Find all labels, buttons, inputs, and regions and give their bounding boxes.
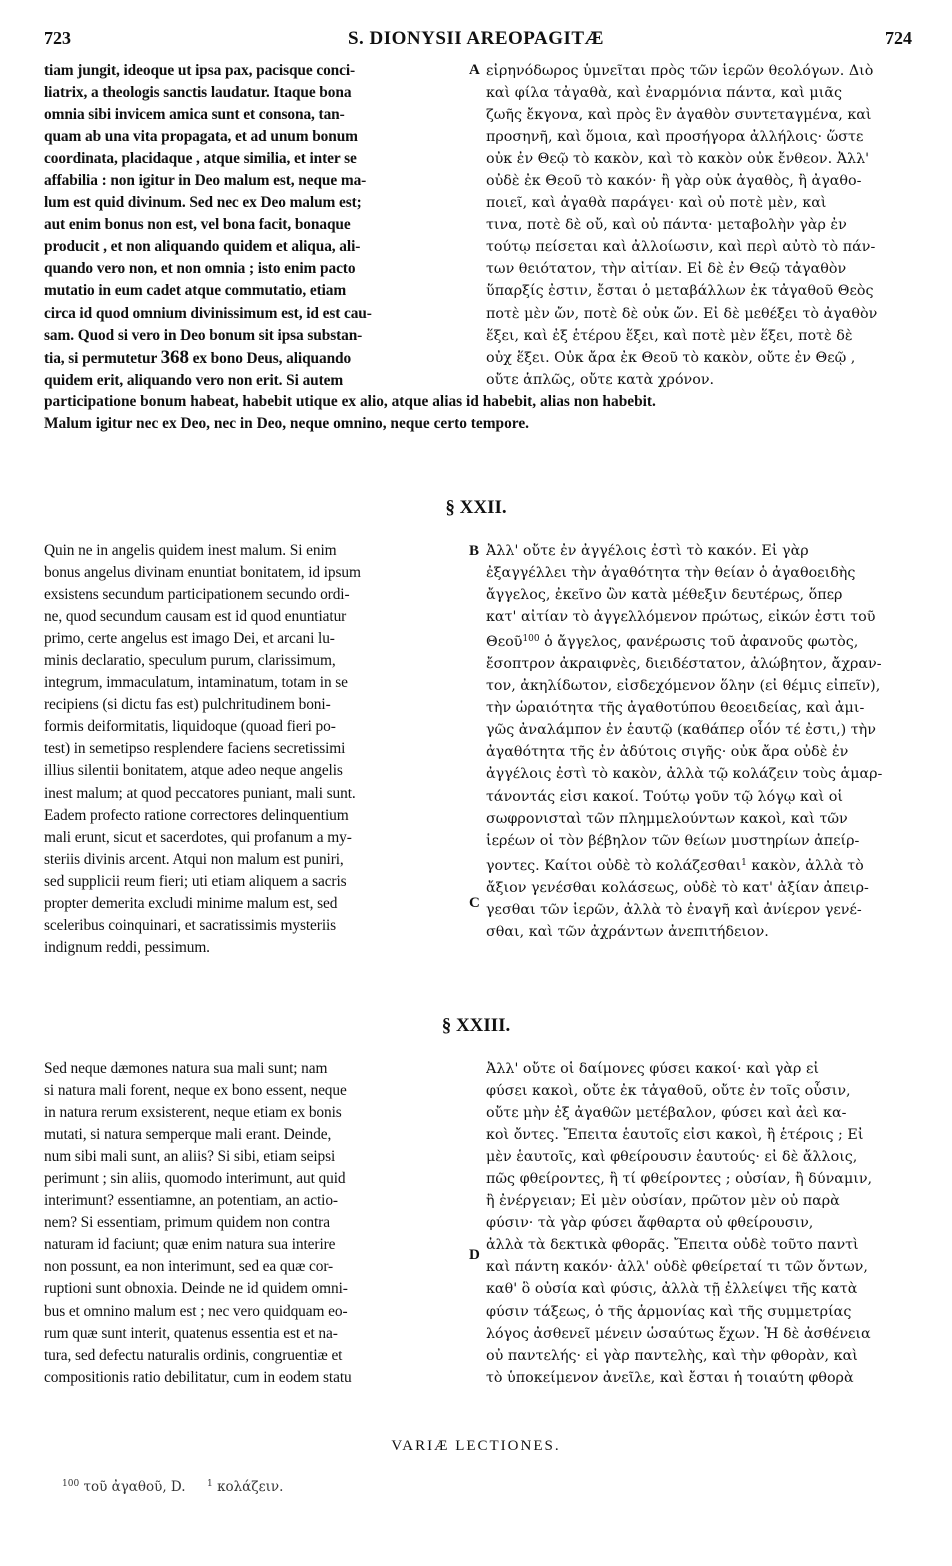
text-line: ὕπαρξίς ἐστιν, ἔσται ὁ μεταβάλλων ἐκ τἀγαθοῦ Θεὸς (486, 283, 874, 300)
footnote-reference: 1 (741, 857, 747, 868)
text-line: rum quæ sunt interit, quatenus essentia est et na- (44, 1324, 338, 1342)
text-line: interimunt? essentiamne, an potentiam, an actio- (44, 1192, 338, 1210)
text-line: ne, quod secundum causam est id quod enuntiatur (44, 608, 347, 626)
text-line: τούτῳ πείσεται καὶ ἀλλοίωσιν, καὶ περὶ αὐτὸ τὸ πάν- (486, 239, 876, 256)
text-line: indignum reddi, pessimum. (44, 938, 210, 956)
text-line: circa id quod omnium divinissimum est, id est cau- (44, 304, 372, 322)
text-line: propter demerita excludi minime malum est, sed (44, 894, 338, 912)
section-heading-xxiii: § XXIII. (441, 1015, 511, 1036)
text-line: illius silentii bonitatem, atque adeo neque angelis (44, 762, 343, 780)
text-line: inest malum; at quod peccatores puniant, mali sunt. (44, 784, 356, 802)
text-line: των θειότατον, τὴν αἰτίαν. Εἰ δὲ ἐν Θεῷ τἀγαθὸν (486, 261, 847, 278)
section-heading-xxii: § XXII. (445, 497, 507, 518)
text-line: μὲν ἑαυτοῖς, καὶ φθείρουσιν ἑαυτούς· εἰ δὲ ἄλλοις, (486, 1149, 858, 1166)
page-header (0, 28, 952, 52)
column-number: 368 (160, 346, 189, 368)
section1-greek-column (486, 60, 916, 391)
text-line: ἀγγέλοις ἐστὶ τὸ κακὸν, ἀλλὰ τῷ κολάζειν τοὺς ἁμαρ- (486, 766, 883, 783)
text-line: ἔσοπτρον ἀκραιφνὲς, διειδέστατον, ἀλώβητον, ἄχραν- (486, 656, 882, 673)
text-line: ζωῆς ἔκγονα, καὶ πρὸς ἓν ἀγαθὸν συντεταγμένα, καὶ (486, 107, 872, 124)
text-line: quam ab una vita propagata, et ad unum bonum (44, 128, 358, 146)
text-line: aut enim bonus non est, vel bona facit, bonaque (44, 216, 351, 234)
text-line: quando vero non, et non omnia ; isto enim pacto (44, 260, 356, 278)
text-line (486, 628, 916, 653)
text-line: sam. Quod si vero in Deo bonum sit ipsa substan- (44, 326, 363, 344)
text-line: primo, certe angelus est imago Dei, et arcani lu- (44, 630, 335, 648)
text-line (486, 852, 916, 877)
page-number-right: 724 (885, 28, 912, 48)
text-line: κατ' αἰτίαν τὸ ἀγγελλόμενον πρώτως, εἰκών ἐστι τοῦ (486, 609, 876, 626)
text-line: mali erunt, sicut et sacerdotes, qui profanum a my- (44, 828, 352, 846)
text-line: Ἀλλ' οὔτε οἱ δαίμονες φύσει κακοί· καὶ γὰρ εἰ (486, 1061, 820, 1077)
line-text: κακὸν, ἀλλὰ τὸ (746, 857, 864, 874)
footnote-reference: 100 (522, 634, 540, 645)
text-line: Sed neque dæmones natura sua mali sunt; nam (44, 1060, 328, 1077)
text-line: ἄξιον γενέσθαι κολάσεως, οὐδὲ τὸ κατ' ἀξίαν ἀπειρ- (486, 879, 869, 896)
full-line: Malum igitur nec ex Deo, nec in Deo, neque omnino, neque certo tempore. (44, 415, 530, 432)
section1-latin-column (44, 60, 462, 392)
text-line: sed supplicii reum fieri; uti etiam aliquem a sacris (44, 872, 347, 890)
text-line: compositionis ratio debilitatur, cum in eodem statu (44, 1368, 352, 1386)
text-line: ἐξαγγέλλει τὴν ἀγαθότητα τὴν θείαν ὁ ἀγαθοειδὴς (486, 565, 856, 582)
text-line: formis deiformitatis, liquidoque (quoad fieri po- (44, 718, 336, 736)
footnote-number: 1 (207, 1479, 213, 1489)
text-line: ποιεῖ, καὶ ἀγαθὰ παράγει· καὶ οὐ ποτὲ μὲν, καὶ (486, 195, 827, 212)
text-line: ἀλλὰ τὰ δεκτικὰ φθορᾶς. Ἔπειτα οὐδὲ τοῦτο παντὶ (486, 1237, 859, 1254)
text-line (44, 347, 462, 370)
line-text: Θεοῦ (486, 634, 523, 651)
text-line: tura, sed defectu naturalis ordinis, congruentiæ et (44, 1346, 343, 1364)
margin-marker-d: D (469, 1247, 480, 1263)
text-line: bus et omnino malum est ; nec vero quidquam eo- (44, 1302, 348, 1320)
text-line: producit , et non aliquando quidem et aliqua, ali- (44, 238, 361, 256)
text-line: οὔτε ἁπλῶς, οὔτε κατὰ χρόνον. (486, 371, 715, 388)
text-line: φύσιν· τὰ γὰρ φύσει ἄφθαρτα οὐ φθείρουσιν, (486, 1215, 814, 1232)
section3-greek-column (486, 1058, 916, 1389)
text-line: οὐκ ἐν Θεῷ τὸ κακὸν, καὶ τὸ κακὸν οὐκ ἔνθεον. Ἀλλ' (486, 151, 870, 168)
text-line: τον, ἀκηλίδωτον, εἰσδεχόμενον ὅλην (εἰ θέμις εἰπεῖν), (486, 678, 881, 695)
text-line: ruptioni sunt obnoxia. Deinde ne id quidem omni- (44, 1280, 348, 1298)
text-line: πῶς φθείροντες, ἢ τί φθείροντες ; οὐσίαν, ἢ δύναμιν, (486, 1171, 873, 1188)
text-line: Eadem profecto ratione correctores delinquentium (44, 806, 349, 824)
text-line: γεσθαι τῶν ἱερῶν, ἀλλὰ τὸ ἐναγῆ καὶ ἀνίερον γενέ- (486, 901, 862, 918)
text-line: ἕξει, καὶ ἐξ ἑτέρου ἕξει, καὶ ποτὲ μὲν ἕξει, ποτὲ δὲ (486, 327, 853, 344)
text-line: integrum, immaculatum, intaminatum, totam in se (44, 674, 348, 692)
text-line: φύσιν τάξεως, ὁ τῆς ἁρμονίας καὶ τῆς συμμετρίας (486, 1303, 852, 1320)
text-line: mutatio in eum cadet atque commutatio, etiam (44, 282, 347, 300)
text-line: ἄγγελος, ἐκεῖνο ὢν κατὰ μέθεξιν δευτέρως, ὅπερ (486, 587, 843, 604)
text-line: mutati, si natura semperque mali erant. Deinde, (44, 1126, 332, 1144)
text-line: οὐ παντελής· εἰ γὰρ παντελὴς, καὶ τὴν φθορὰν, καὶ (486, 1347, 858, 1364)
line-text: tia, si permutetur (44, 349, 157, 367)
text-line: σθαι, καὶ τῶν ἀχράντων ἀνεπιτήδειον. (486, 923, 769, 940)
text-line: τάνοντάς εἰσι κακοί. Τούτῳ γοῦν τῷ λόγῳ καὶ οἱ (486, 788, 843, 805)
footnote-text: κολάζειν. (217, 1479, 284, 1495)
text-line: προσηνῆ, καὶ ὅμοια, καὶ προσήγορα ἀλλήλοις· ὥστε (486, 129, 864, 146)
text-line: sceleribus coinquinari, et sacratissimis mysteriis (44, 916, 337, 934)
text-line: οὐδὲ ἐκ Θεοῦ τὸ κακόν· ἢ γὰρ οὐκ ἀγαθὸς, ἢ ἀγαθο- (486, 173, 862, 190)
section1-full-width-text (44, 391, 914, 435)
margin-marker-a: A (469, 62, 480, 78)
text-line: num sibi mali sunt, an aliis? Si sibi, etiam seipsi (44, 1148, 336, 1166)
text-line: coordinata, placidaque , atque similia, et inter se (44, 150, 357, 168)
text-line: in natura rerum exsisterent, neque etiam ex bonis (44, 1104, 342, 1122)
line-text: ὁ ἄγγελος, φανέρωσις τοῦ ἀφανοῦς φωτὸς, (539, 634, 859, 651)
text-line: nem? Si essentiam, primum quidem non contra (44, 1214, 330, 1232)
text-line: non possunt, ea non interimunt, sed ea quæ cor- (44, 1258, 334, 1276)
text-line: οὔτε μὴν ἐξ ἀγαθῶν μετέβαλον, φύσει καὶ ἀεὶ κα- (486, 1105, 847, 1122)
text-line: εἰρηνόδωρος ὑμνεῖται πρὸς τῶν ἱερῶν θεολόγων. Διὸ (486, 63, 874, 79)
section3-latin-column (44, 1058, 462, 1389)
text-line: τὴν ὡραιότητα τῆς ἀγαθοτύπου θεοειδείας, καὶ ἀμι- (486, 700, 865, 717)
line-text: γοντες. Καίτοι οὐδὲ τὸ κολάζεσθαι (486, 857, 742, 874)
text-line: φύσει κακοὶ, οὔτε ἐκ τἀγαθοῦ, οὔτε ἐν τοῖς οὖσιν, (486, 1083, 851, 1100)
section2-greek-column (486, 540, 916, 943)
section2-latin-column (44, 540, 462, 959)
text-line: naturam id faciunt; quæ enim natura sua interire (44, 1236, 336, 1254)
margin-marker-c: C (469, 895, 480, 911)
text-line: τὸ ὑποκείμενον ἀνεῖλε, καὶ ἔσται ἡ τοιαύτη φθορὰ (486, 1369, 854, 1386)
text-line: exsistens secundum participationem secundo ordi- (44, 586, 350, 604)
text-line: quidem erit, aliquando vero non erit. Si autem (44, 371, 344, 389)
text-line: καὶ πάντη κακόν· ἀλλ' οὐδὲ φθείρεταί τι τῶν ὄντων, (486, 1259, 868, 1276)
text-line: lum est quid divinum. Sed nec ex Deo malum est; (44, 194, 362, 212)
text-line: omnia sibi invicem amica sunt et consona, tan- (44, 106, 345, 124)
text-line: bonus angelus divinam enuntiat bonitatem, id ipsum (44, 564, 361, 582)
footnote (62, 1479, 283, 1495)
line-text: ex bono Deus, aliquando (192, 349, 352, 367)
margin-marker-b: B (469, 543, 480, 559)
variae-lectiones-heading: VARIÆ LECTIONES. (391, 1438, 561, 1454)
text-line: Ἀλλ' οὔτε ἐν ἀγγέλοις ἐστὶ τὸ κακόν. Εἰ γὰρ (486, 543, 809, 559)
running-title: S. DIONYSII AREOPAGITÆ (347, 28, 605, 49)
footnote-number: 100 (62, 1479, 80, 1489)
text-line: steriis divinis arcent. Atqui non malum est puniri, (44, 850, 344, 868)
text-line: si natura mali forent, neque ex bono essent, neque (44, 1082, 347, 1100)
text-line: perimunt ; sin aliis, quomodo interimunt, aut quid (44, 1170, 346, 1188)
footnote-text: τοῦ ἀγαθοῦ, D. (83, 1479, 186, 1495)
text-line: ἱερέων οἱ τὸν βέβηλον τῶν θείων μυστηρίων ἀπείρ- (486, 832, 860, 849)
text-line: Quin ne in angelis quidem inest malum. Si enim (44, 542, 337, 559)
text-line: recipiens (si dictu fas est) pulchritudinem boni- (44, 696, 331, 714)
text-line: σωφρονισταὶ τῶν πλημμελούντων κακοὶ, καὶ τῶν (486, 810, 848, 827)
text-line: γῶς ἀναλάμπον ἐν ἑαυτῷ (καθάπερ οἷόν τέ ἐστι,) τὴν (486, 722, 876, 739)
text-line: minis declaratio, speculum purum, clarissimum, (44, 652, 336, 670)
text-line: ἢ ἐνέργειαν; Εἰ μὲν οὐσίαν, πρῶτον μὲν οὐ παρὰ (486, 1193, 840, 1210)
text-line: ἀγαθότητα τῆς ἐν ἀδύτοις σιγῆς· οὐκ ἄρα οὐδὲ ἐν (486, 744, 849, 761)
full-line: participatione bonum habeat, habebit utique ex alio, atque alias id habebit, alias non habebit. (44, 393, 656, 410)
text-line: κοὶ ὄντες. Ἔπειτα ἑαυτοῖς εἰσι κακοὶ, ἢ ἑτέροις ; Εἰ (486, 1127, 864, 1144)
text-line: καὶ φίλα τἀγαθὰ, καὶ ἐναρμόνια πάντα, καὶ μιᾶς (486, 85, 842, 102)
text-line: ποτὲ μὲν ὤν, ποτὲ δὲ οὐκ ὤν. Εἰ δὲ μεθέξει τὸ ἀγαθὸν (486, 305, 878, 322)
page-number-left: 723 (44, 28, 71, 48)
text-line: liatrix, a theologis sanctis laudatur. Itaque bona (44, 84, 352, 102)
text-line: test) in semetipso resplendere faciens secretissimi (44, 740, 346, 758)
text-line: tiam jungit, ideoque ut ipsa pax, pacisque conci- (44, 62, 356, 79)
text-line: τινα, ποτὲ δὲ οὔ, καὶ οὐ πάντα· μεταβολὴν γὰρ ἐν (486, 217, 847, 234)
text-line: καθ' ὃ οὐσία καὶ φύσις, ἀλλὰ τῇ ἐλλείψει τῆς κατὰ (486, 1281, 858, 1298)
text-line: λόγος ἀσθενεῖ μένειν ὡσαύτως ἔχων. Ἡ δὲ ἀσθένεια (486, 1325, 871, 1342)
text-line: οὐχ ἕξει. Οὐκ ἄρα ἐκ Θεοῦ τὸ κακὸν, οὔτε ἐν Θεῷ , (486, 349, 856, 366)
text-line: affabilia : non igitur in Deo malum est, neque ma- (44, 172, 367, 190)
